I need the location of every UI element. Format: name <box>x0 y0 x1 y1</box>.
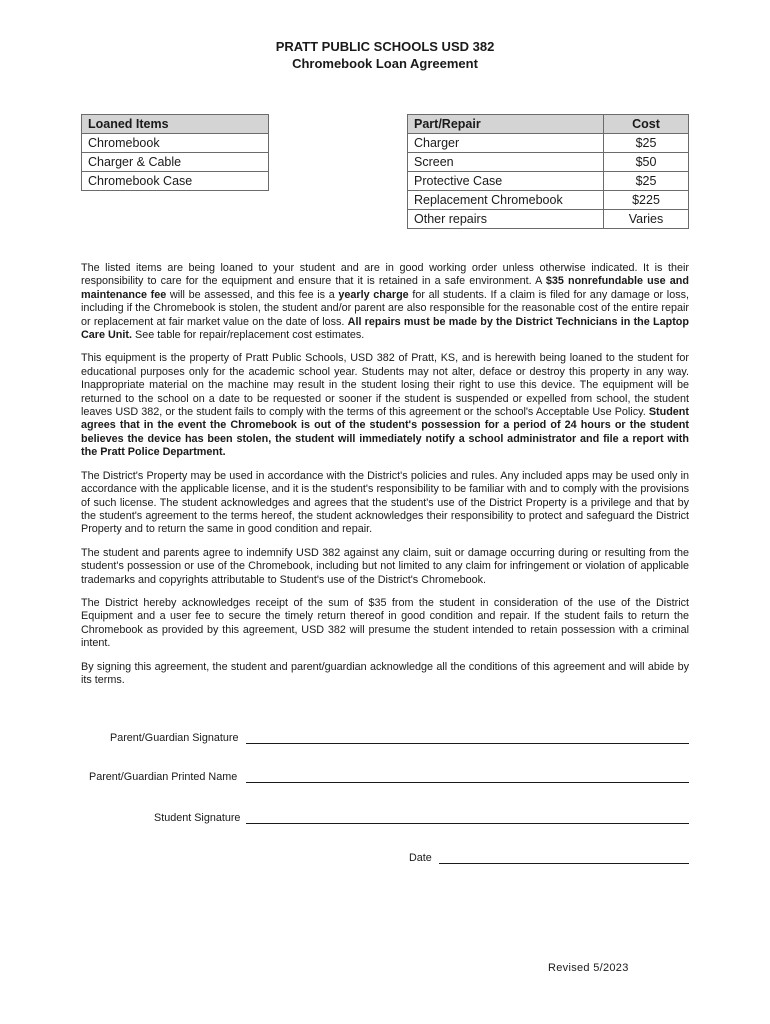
text: This equipment is the property of Pratt Public Schools, USD 382 of Pratt, KS, and is herewith being loaned to the student for educational purposes only for the academic school year. Students may not alter, deface or destroy this property in any way. Inappropriate material on the machine may result in the student losing their right to use this device. The equipment will be returned to the school on a date to be requested or sooner if the student is suspended or expelled from school, the student leaves USD 382, or the student fails to comply with the terms of this agreement or the school's Acceptable Use Policy. <box>81 352 689 419</box>
table-row <box>408 134 689 153</box>
repairs-emphasis: All repairs must be made by the District Technicians in the Laptop Care Unit. <box>81 315 689 342</box>
part-cell: Replacement Chromebook <box>408 191 604 210</box>
text: will be assessed, and this fee is a <box>166 288 339 301</box>
loaned-item: Charger & Cable <box>82 153 269 172</box>
table-row <box>408 153 689 172</box>
table-row <box>408 172 689 191</box>
student-signature-label: Student Signature <box>154 812 241 824</box>
text: for all students. If a claim is filed for any damage or loss, including if the Chromebook is stolen, the student and/or parent are also responsible for the reasonable cost of the entire repair or replacement at fair market value on the date of loss. <box>81 288 689 328</box>
text: The listed items are being loaned to your student and are in good working order unless otherwise indicated. It is their responsibility to care for the equipment and ensure that it is retained in a safe environment. A <box>81 262 689 288</box>
fee-emphasis: $35 nonrefundable use and maintenance fee <box>81 275 689 301</box>
cost-cell: Varies <box>604 210 689 229</box>
repair-cost-table <box>407 114 689 229</box>
parent-signature-line[interactable] <box>246 743 689 744</box>
table-row <box>408 210 689 229</box>
page-title <box>0 38 770 72</box>
district-name: PRATT PUBLIC SCHOOLS USD 382 <box>275 39 495 54</box>
loaned-item: Chromebook Case <box>82 172 269 191</box>
date-line[interactable] <box>439 863 689 864</box>
agreement-body <box>81 262 689 697</box>
date-label: Date <box>409 852 432 864</box>
cost-cell: $50 <box>604 153 689 172</box>
paragraph-usage: The District's Property may be used in accordance with the District's policies and rules. Any included apps may be used only in accordance with the applicable license, and it is the student's responsibility to be familiar with and to comply with the provisions of such license. The student acknowledges and agrees that the student's use of the District Property is a privilege and that by the student's agreement to the terms hereof, the student acknowledges their responsibility to protect and safeguard the District Property and to return the same in good condition and repair. <box>81 469 689 536</box>
parent-signature-label: Parent/Guardian Signature <box>110 732 239 744</box>
part-cell: Screen <box>408 153 604 172</box>
paragraph-fees <box>81 262 689 342</box>
part-cell: Protective Case <box>408 172 604 191</box>
loaned-items-header: Loaned Items <box>82 115 269 134</box>
paragraph-indemnify: The student and parents agree to indemnify USD 382 against any claim, suit or damage occurring during or resulting from the student's possession or use of the Chromebook, including but not limited to any claim for infringement or violation of applicable trademarks and copyrights attributable to Student's use of the District's Chromebook. <box>81 546 689 586</box>
part-repair-header: Part/Repair <box>408 115 604 134</box>
revision-date: Revised 5/2023 <box>548 962 629 974</box>
loaned-items-table <box>81 114 269 191</box>
student-signature-line[interactable] <box>246 823 689 824</box>
parent-printed-name-label: Parent/Guardian Printed Name <box>89 771 238 783</box>
document-title: Chromebook Loan Agreement <box>292 56 478 71</box>
paragraph-acknowledge: By signing this agreement, the student and parent/guardian acknowledge all the conditions of this agreement and will abide by its terms. <box>81 660 689 686</box>
cost-cell: $25 <box>604 172 689 191</box>
cost-header: Cost <box>604 115 689 134</box>
part-cell: Other repairs <box>408 210 604 229</box>
cost-cell: $25 <box>604 134 689 153</box>
yearly-emphasis: yearly charge <box>338 288 409 301</box>
part-cell: Charger <box>408 134 604 153</box>
loaned-item: Chromebook <box>82 134 269 153</box>
cost-cell: $225 <box>604 191 689 210</box>
paragraph-property <box>81 352 689 459</box>
theft-emphasis: Student agrees that in the event the Chromebook is out of the student's possession for a period of 24 hours or the student believes the device has been stolen, the student will immediately notify a school administrator and file a report with the Pratt Police Department. <box>81 406 689 459</box>
text: See table for repair/replacement cost estimates. <box>132 329 365 342</box>
table-row <box>408 191 689 210</box>
parent-printed-name-line[interactable] <box>246 782 689 783</box>
paragraph-receipt: The District hereby acknowledges receipt of the sum of $35 from the student in consideration of the use of the District Equipment and a user fee to secure the timely return thereof in good condition and repair. If the student fails to return the Chromebook as provided by this agreement, USD 382 will presume the student intended to retain possession with a criminal intent. <box>81 596 689 650</box>
